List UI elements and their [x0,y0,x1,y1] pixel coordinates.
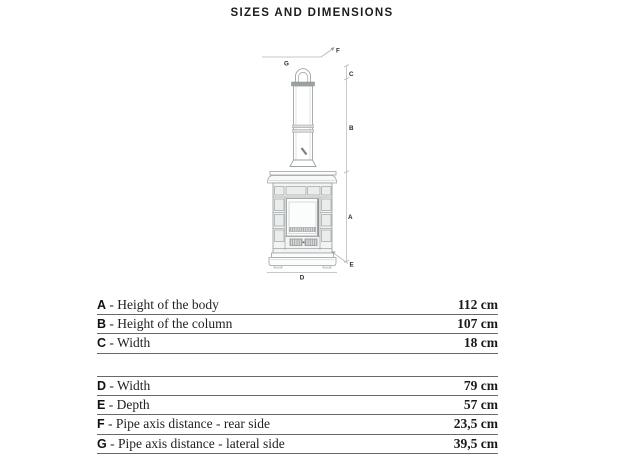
dimension-value: 112 cm [408,296,498,315]
dim-label-c: C [349,71,354,78]
table-row [97,396,498,415]
dimension-value: 79 cm [408,377,498,396]
dimension-value: 18 cm [408,334,498,353]
dim-label-f: F [336,47,340,55]
dimension-key: F [97,417,105,432]
door-grille [290,228,316,232]
knob [303,241,305,243]
vent-left [290,239,302,246]
separator: - [105,397,117,413]
dim-label-d: D [299,274,305,282]
dimensions-table-lower [97,376,498,454]
dim-label-e: E [349,261,354,269]
dimension-name: Width [117,335,151,351]
dimension-name: Pipe axis distance - lateral side [117,435,285,451]
dim-label-b: B [349,125,354,132]
dimension-key: G [97,436,107,451]
page-title: SIZES AND DIMENSIONS [230,7,394,19]
table-row [97,415,498,434]
dimension-key: A [97,298,107,313]
vent-right [305,239,317,246]
dimension-name: Width [117,378,151,394]
dimension-value: 57 cm [408,396,498,415]
dimension-key: D [97,379,107,394]
dimension-key: B [97,317,107,332]
dimension-name: Height of the column [117,316,233,332]
table-row [97,296,498,315]
fire-door [287,199,319,237]
separator: - [106,316,118,332]
dimension-name: Depth [116,397,150,413]
separator: - [104,416,116,432]
dimension-key: E [97,398,106,413]
dimension-value: 107 cm [408,315,498,334]
dim-label-a: A [348,214,353,221]
dimension-value: 39,5 cm [408,434,498,453]
stove-dimension-diagram [230,40,360,290]
pipe-axis-measure-lines [262,47,335,57]
table-row [97,434,498,453]
dimension-key: C [97,336,107,351]
stove-cornice [268,172,337,184]
dimension-name: Pipe axis distance - rear side [115,416,270,432]
separator: - [106,297,118,313]
table-row [97,334,498,353]
stove-body [269,183,336,268]
dimension-name: Height of the body [117,297,219,313]
table-row [97,377,498,396]
separator: - [106,335,118,351]
chimney-pipe [290,69,316,167]
table-row [97,315,498,334]
dimension-value: 23,5 cm [408,415,498,434]
dimensions-table-upper [97,296,498,354]
height-measure-line [344,65,349,263]
stove-base [269,253,336,268]
dim-label-g: G [284,60,289,68]
separator: - [106,378,118,394]
separator: - [106,435,118,451]
